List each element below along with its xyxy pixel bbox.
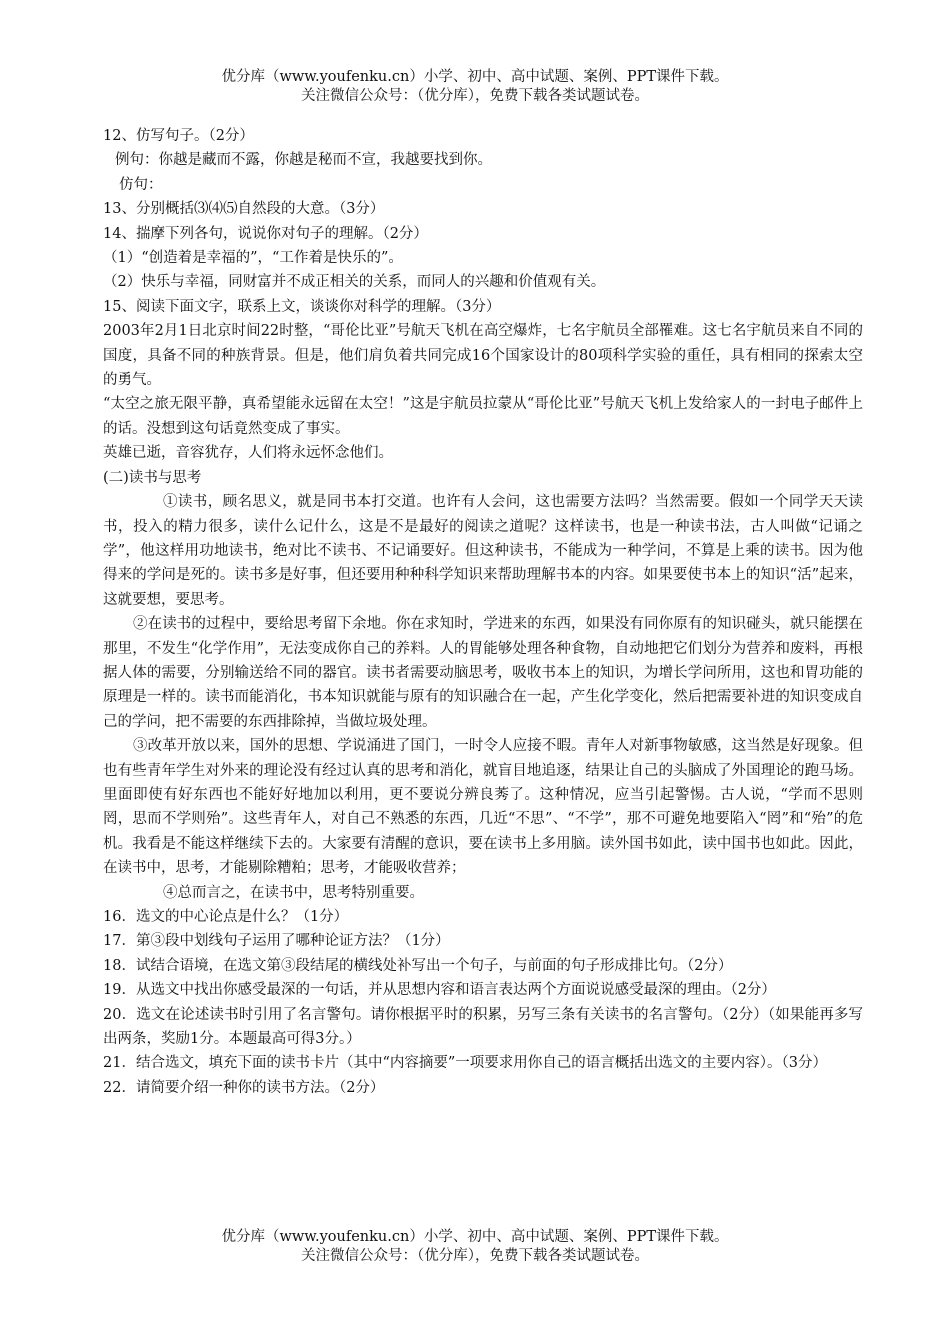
question-15-passage-1: 2003年2月1日北京时间22时整，“哥伦比亚”号航天飞机在高空爆炸，七名宇航员全部罹难。这七名宇航员来自不同的国度，具备不同的种族背景。但是，他们肩负着共同完成16个国家设计的80项科学实验的重任，具有相同的探索太空的勇气。 <box>103 323 863 389</box>
question-14: 14、揣摩下列各句，说说你对句子的理解。（2分） <box>103 225 428 242</box>
question-16: 16．选文的中心论点是什么？（1分） <box>103 909 349 925</box>
question-17: 17．第③段中划线句子运用了哪种论证方法？（1分） <box>103 933 450 950</box>
question-15: 15、阅读下面文字，联系上文，谈谈你对科学的理解。（3分） <box>103 298 501 315</box>
document-body <box>103 124 863 1100</box>
header-line-1: 优分库（www.youfenku.cn）小学、初中、高中试题、案例、PPT课件下载。 <box>221 69 729 85</box>
question-21: 21．结合选文，填充下面的读书卡片（其中“内容摘要”一项要求用你自己的语言概括出选文的主要内容）。（3分） <box>103 1055 827 1072</box>
question-14-item-1: （1）“创造着是幸福的”，“工作着是快乐的”。 <box>103 250 403 267</box>
question-14-item-2: （2）快乐与幸福，同财富并不成正相关的关系，而同人的兴趣和价值观有关。 <box>103 274 606 291</box>
essay-paragraph-4: ④总而言之，在读书中，思考特别重要。 <box>163 884 424 901</box>
footer-line-2: 关注微信公众号：（优分库），免费下载各类试题试卷。 <box>301 1248 649 1264</box>
question-12-answer-line: 仿句： <box>119 176 163 193</box>
question-12-example: 例句：你越是藏而不露，你越是秘而不宣，我越要找到你。 <box>115 152 492 169</box>
section-title-reading-thinking: (二)读书与思考 <box>103 469 202 486</box>
essay-paragraph-2: ②在读书的过程中，要给思考留下余地。你在求知时，学进来的东西，如果没有同你原有的知识碰头，就只能摆在那里，不发生“化学作用”，无法变成你自己的养料。人的胃能够处理各种食物，自动地把它们划分为营养和废料，再根据人体的需要，分别输送给不同的器官。读书者需要动脑思考，吸收书本上的知识，为增长学问所用，这也和胃功能的原理是一样的。读书而能消化，书本知识就能与原有的知识融合在一起，产生化学变化，然后把需要补进的知识变成自己的学问，把不需要的东西排除掉，当做垃圾处理。 <box>103 616 863 730</box>
footer-line-1: 优分库（www.youfenku.cn）小学、初中、高中试题、案例、PPT课件下载。 <box>221 1229 729 1245</box>
question-15-passage-2: “太空之旅无限平静，真希望能永远留在太空！”这是宇航员拉蒙从“哥伦比亚”号航天飞机上发给家人的一封电子邮件上的话。没想到这句话竟然变成了事实。 <box>103 396 863 437</box>
question-13: 13、分别概括⑶⑷⑸自然段的大意。（3分） <box>103 201 385 218</box>
question-18: 18．试结合语境，在选文第③段结尾的横线处补写出一个句子，与前面的句子形成排比句。（2分） <box>103 957 733 974</box>
page-header <box>0 68 950 106</box>
question-19: 19．从选文中找出你感受最深的一句话，并从思想内容和语言表达两个方面说说感受最深的理由。（2分） <box>103 982 776 999</box>
question-12: 12、仿写句子。（2分） <box>103 128 254 144</box>
question-15-passage-3: 英雄已逝，音容犹存，人们将永远怀念他们。 <box>103 445 393 462</box>
essay-paragraph-1: ①读书，顾名思义，就是同书本打交道。也许有人会问，这也需要方法吗？当然需要。假如一个同学天天读书，投入的精力很多，读什么记什么，这是不是最好的阅读之道呢？这样读书，也是一种读书法，古人叫做“记诵之学”，他这样用功地读书，绝对比不读书、不记诵要好。但这种读书，不能成为一种学问，不算是上乘的读书。因为他得来的学问是死的。读书多是好事，但还要用种种科学知识来帮助理解书本的内容。如果要使书本上的知识“活”起来，这就要想，要思考。 <box>103 494 863 608</box>
question-20: 20．选文在论述读书时引用了名言警句。请你根据平时的积累，另写三条有关读书的名言警句。（2分）（如果能再多写出两条，奖励1分。本题最高可得3分。） <box>103 1006 863 1048</box>
header-line-2: 关注微信公众号：（优分库），免费下载各类试题试卷。 <box>301 88 649 104</box>
page-footer <box>0 1228 950 1266</box>
essay-paragraph-3: ③改革开放以来，国外的思想、学说涌进了国门，一时令人应接不暇。青年人对新事物敏感，这当然是好现象。但也有些青年学生对外来的理论没有经过认真的思考和消化，就盲目地追逐，结果让自己的头脑成了外国理论的跑马场。里面即使有好东西也不能好好地加以利用，更不要说分辨良莠了。这种情况，应当引起警惕。古人说，“学而不思则罔，思而不学则殆”。这些青年人，对自己不熟悉的东西，几近“不思”、“不学”，那不可避免地要陷入“罔”和“殆”的危机。我看是不能这样继续下去的。大家要有清醒的意识，要在读书上多用脑。读外国书如此，读中国书也如此。因此，在读书中，思考，才能剔除糟粕；思考，才能吸收营养； <box>103 738 863 877</box>
question-22: 22．请简要介绍一种你的读书方法。（2分） <box>103 1079 385 1096</box>
